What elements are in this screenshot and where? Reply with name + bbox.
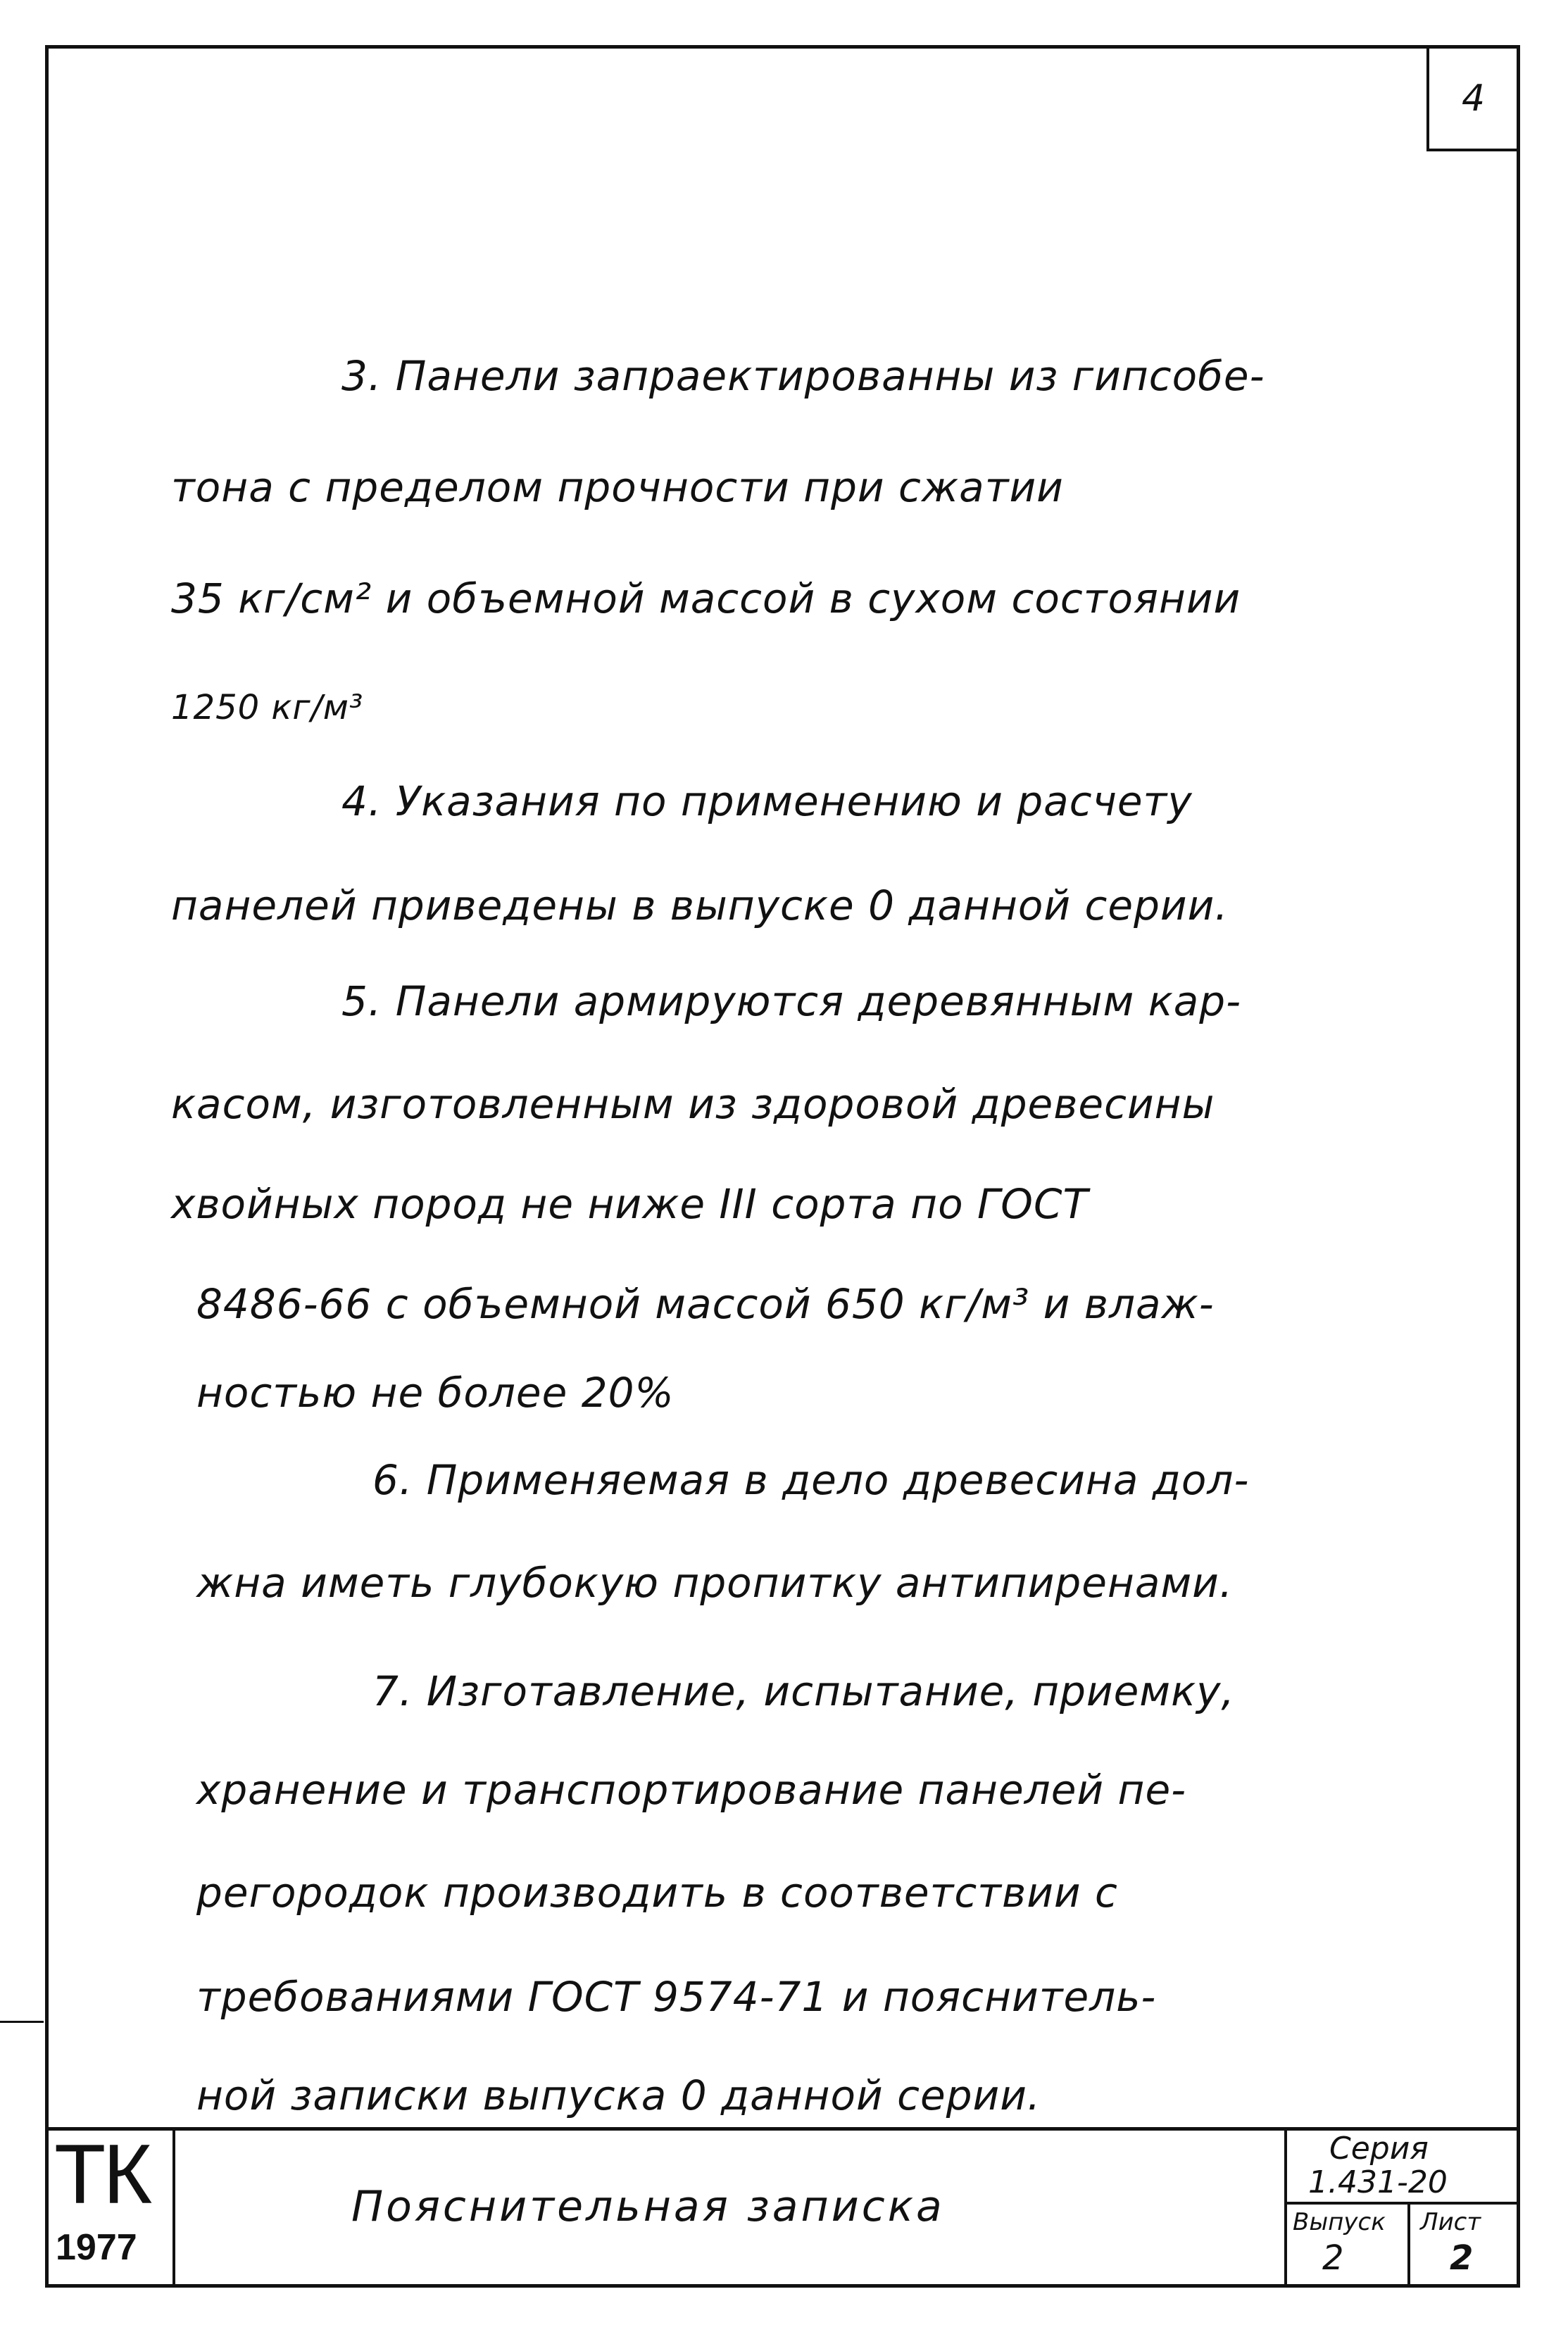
stamp-cells — [1284, 2131, 1517, 2284]
vypusk-label: Выпуск — [1293, 2208, 1386, 2236]
text-line: 8486-66 с объемной массой 650 кг/м³ и влаж- — [196, 1280, 1215, 1328]
document-title: Пояснительная записка — [351, 2182, 945, 2231]
vypusk-cell — [1287, 2205, 1410, 2284]
text-line: 6. Применяемая в дело древесина дол- — [372, 1456, 1250, 1504]
text-line: 1250 кг/м³ — [171, 688, 364, 727]
text-line: 3. Панели запраектированны из гипсобе- — [341, 352, 1265, 400]
seria-label: Серия — [1329, 2131, 1429, 2167]
title-block — [49, 2127, 1517, 2284]
logo-letters: ТК — [54, 2127, 150, 2221]
list-label: Лист — [1420, 2208, 1481, 2236]
list-value: 2 — [1450, 2238, 1474, 2278]
organization-logo — [49, 2127, 175, 2284]
logo-year: 1977 — [56, 2227, 137, 2268]
seria-cell — [1287, 2131, 1517, 2205]
explanatory-text — [49, 49, 1517, 2284]
text-line: требованиями ГОСТ 9574-71 и пояснитель- — [196, 1973, 1157, 2021]
page-number: 4 — [1461, 77, 1486, 120]
text-line: 35 кг/см² и объемной массой в сухом состоянии — [171, 575, 1241, 622]
margin-tick — [0, 2021, 44, 2023]
list-cell — [1410, 2205, 1517, 2284]
text-line: касом, изготовленным из здоровой древесины — [171, 1080, 1215, 1128]
seria-value: 1.431-20 — [1308, 2164, 1448, 2200]
text-line: хранение и транспортирование панелей пе- — [196, 1766, 1187, 1814]
text-line: 4. Указания по применению и расчету — [341, 777, 1193, 825]
drawing-sheet — [45, 45, 1520, 2288]
text-line: 5. Панели армируются деревянным кар- — [341, 977, 1242, 1025]
text-line: панелей приведены в выпуске 0 данной серии. — [171, 882, 1229, 929]
text-line: регородок производить в соответствии с — [196, 1869, 1118, 1917]
vypusk-value: 2 — [1322, 2238, 1344, 2278]
text-line: 7. Изготавление, испытание, приемку, — [372, 1667, 1235, 1715]
text-line: жна иметь глубокую пропитку антипиренами. — [196, 1559, 1234, 1607]
text-line: ной записки выпуска 0 данной серии. — [196, 2071, 1041, 2119]
text-line: ностью не более 20% — [196, 1369, 675, 1417]
text-line: хвойных пород не ниже III сорта по ГОСТ — [171, 1180, 1089, 1228]
text-line: тона с пределом прочности при сжатии — [171, 463, 1064, 511]
